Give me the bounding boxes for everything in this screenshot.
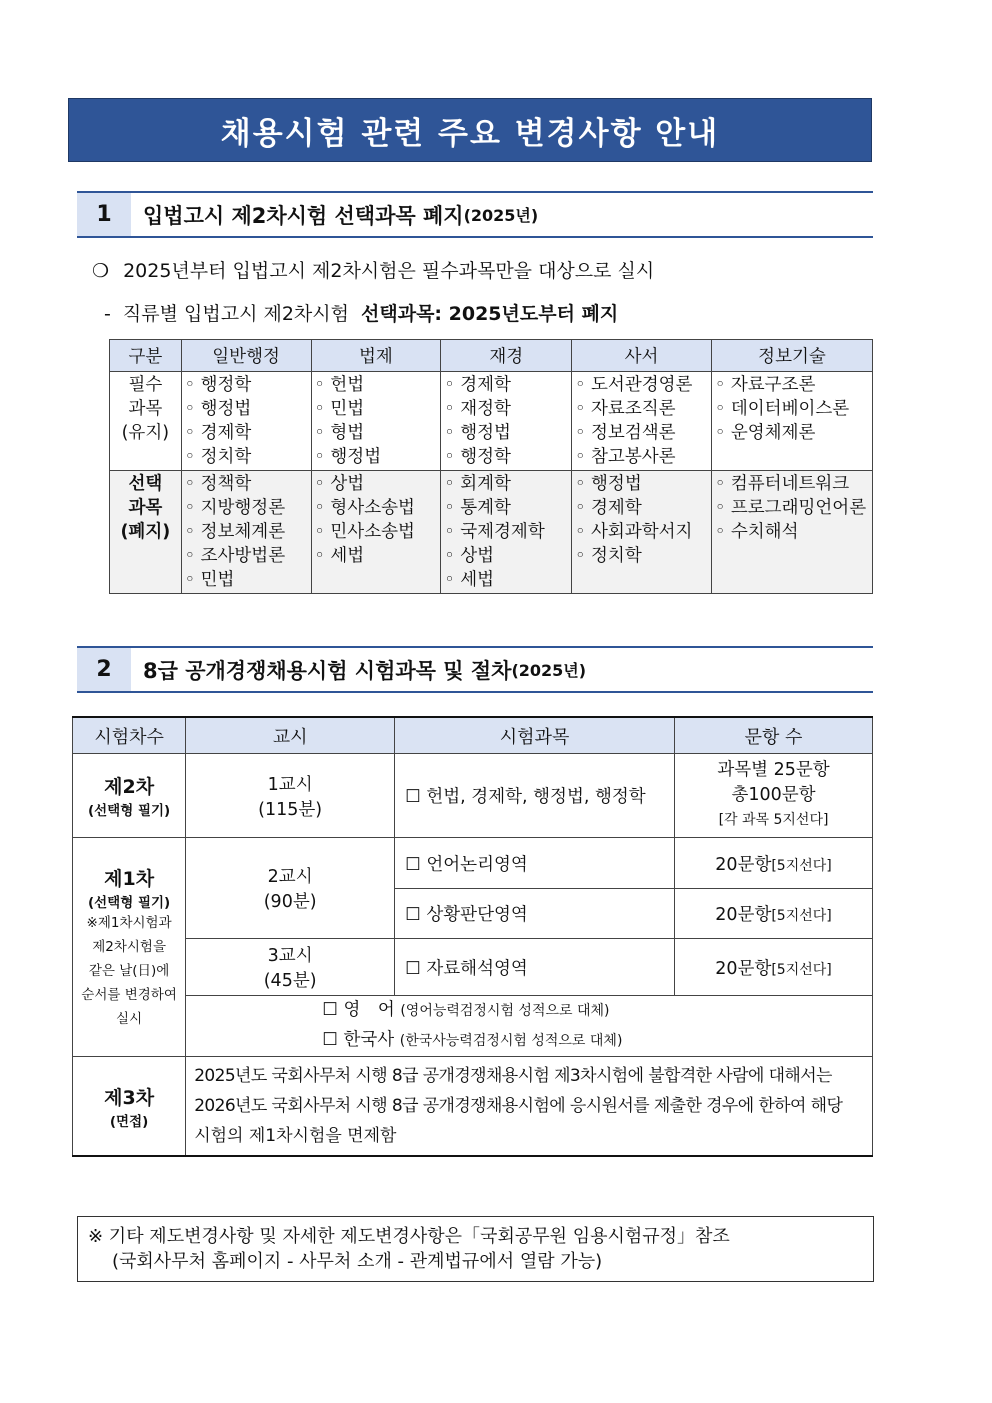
period-line: 3교시 [267,946,313,966]
header-round: 시험차수 [73,717,186,754]
sub-line-text: 직류별 입법고시 제2차시험 [122,303,349,325]
list-item: ◦ 경제학 [575,498,642,518]
list-item: ◦ 정치학 [575,546,642,566]
list-item: ◦ 경제학 [444,375,511,395]
text-line: 2025년도 국회사무처 시행 8급 공개경쟁채용시험 제3차시험에 불합격한 사람에 대해서는 [194,1066,832,1086]
list-item: ◦ 헌법 [314,375,365,395]
note-line: 제2차시험을 [92,938,166,955]
required-librarian [572,372,712,471]
list-item: ◦ 자료구조론 [714,375,816,395]
subject-logic: ☐ 언어논리영역 [395,838,675,889]
section-1-sub-line [104,299,618,326]
history-note: (한국사능력검정시험 성적으로 대체) [399,1033,623,1049]
period-line: 2교시 [267,867,313,887]
list-item: ◦ 수치해석 [714,522,799,542]
section-1-bullet [92,256,654,283]
table-header-row [110,340,873,372]
page-title: 채용시험 관련 주요 변경사항 안내 [220,115,720,152]
list-item: ◦ 회계학 [444,474,511,494]
footer-line-2: (국회사무처 홈페이지 - 사무처 소개 - 관계법규에서 열람 가능) [112,1251,603,1272]
list-item: ◦ 세법 [314,546,365,566]
required-it [711,372,872,471]
count-line: 총100문항 [731,785,816,805]
list-item: ◦ 도서관경영론 [575,375,693,395]
footer-note [77,1216,874,1282]
page-title-banner [68,98,872,162]
round-1-row-data [73,939,873,996]
required-row [110,372,873,471]
label-line: (폐지) [120,522,171,542]
list-item: ◦ 통계학 [444,498,511,518]
header-finance: 재경 [441,340,572,372]
count-main: 20문항 [715,854,772,875]
subject-situation: ☐ 상황판단영역 [395,889,675,939]
round-1-row-substitutes [73,996,873,1057]
list-item: ◦ 민법 [314,399,365,419]
section-2-year: (2025년) [511,661,587,680]
list-item: ◦ 행정학 [184,375,252,395]
section-1-title-text: 입법고시 제2차시험 선택과목 폐지 [143,203,464,228]
dash-marker: - [104,303,111,325]
round-label: 제3차 [104,1086,155,1109]
section-1-number: 1 [77,193,131,236]
header-it: 정보기술 [711,340,872,372]
count-main: 20문항 [715,905,772,925]
list-item: ◦ 민법 [184,570,235,590]
list-item: ◦ 형법 [314,423,365,443]
section-2-header [77,646,873,693]
header-legislation: 법제 [311,340,441,372]
list-item: ◦ 행정법 [444,423,511,443]
round-2-label [73,754,186,838]
round-1-period-3 [186,939,395,996]
list-item: ◦ 정책학 [184,474,252,494]
required-label [110,372,182,471]
note-line: 실시 [116,1010,143,1027]
section-2-title-text: 8급 공개경쟁채용시험 시험과목 및 절차 [143,658,512,683]
list-item: ◦ 행정학 [444,447,511,467]
round-2-count [675,754,873,838]
english-line [322,996,872,1026]
header-period: 교시 [186,717,395,754]
section-1-header [77,191,873,238]
english-label: ☐ 영 어 [322,1000,395,1020]
period-line: (45분) [263,971,317,991]
table-header-row [73,717,873,754]
round-label: 제1차 [104,867,155,890]
list-item: ◦ 조사방법론 [184,546,286,566]
elective-label [110,471,182,594]
round-sub: (선택형 필기) [87,894,171,911]
count-note: [각 과목 5지선다] [718,812,829,828]
round-1-period-2 [186,838,395,939]
list-item: ◦ 상법 [314,474,365,494]
elective-librarian [572,471,712,594]
period-line: 1교시 [267,774,313,795]
elective-subjects-table [109,339,873,594]
round-2-subjects: ☐ 헌법, 경제학, 행정법, 행정학 [395,754,675,838]
header-general-admin: 일반행정 [181,340,311,372]
count-note: [5지선다] [771,908,832,924]
list-item: ◦ 자료조직론 [575,399,676,419]
count-logic [675,838,873,889]
note-line: 같은 날(日)에 [88,962,170,979]
list-item: ◦ 행정법 [575,474,642,494]
list-item: ◦ 정보검색론 [575,423,676,443]
count-note: [5지선다] [771,961,832,978]
list-item: ◦ 상법 [444,546,495,566]
section-1-title [131,193,538,236]
round-sub: (선택형 필기) [87,803,171,819]
label-line: 과목 [128,399,163,419]
count-line: 과목별 25문항 [717,760,830,780]
list-item: ◦ 형사소송법 [314,498,415,518]
round-2-period [186,754,395,838]
required-finance [441,372,572,471]
subject-data: ☐ 자료해석영역 [395,939,675,996]
list-item: ◦ 행정법 [314,447,382,467]
list-item: ◦ 참고봉사론 [575,447,676,467]
text-line: 2026년도 국회사무처 시행 8급 공개경쟁채용시험에 응시원서를 제출한 경우에 한하여 해당 [194,1096,843,1116]
list-item: ◦ 세법 [444,570,495,590]
round-sub: (면접) [109,1113,149,1130]
round-1-label [73,838,186,1057]
header-count: 문항 수 [675,717,873,754]
elective-legislation [311,471,441,594]
elective-general-admin [181,471,311,594]
round-1-note [73,911,185,1031]
count-note: [5지선다] [771,857,832,874]
footer-line-1: ※ 기타 제도변경사항 및 자세한 제도변경사항은「국회공무원 임용시험규정」참조 [88,1226,730,1247]
list-item: ◦ 사회과학서지 [575,522,693,542]
history-label: ☐ 한국사 [322,1030,395,1050]
elective-it [711,471,872,594]
text-line: 시험의 제1차시험을 면제함 [194,1126,397,1146]
list-item: ◦ 정보체계론 [184,522,286,542]
english-note: (영어능력검정시험 성적으로 대체) [400,1003,610,1019]
period-line: (115분) [258,799,323,820]
header-librarian: 사서 [572,340,712,372]
section-2-title [131,648,586,691]
substitute-subjects [186,996,873,1057]
exam-procedure-table [72,716,873,1157]
list-item: ◦ 정치학 [184,447,252,467]
label-line: 필수 [128,375,163,395]
required-legislation [311,372,441,471]
round-3-row [73,1057,873,1157]
note-line: ※제1차시험과 [86,914,172,931]
list-item: ◦ 운영체제론 [714,423,816,443]
period-line: (90분) [263,892,317,912]
round-1-row-logic [73,838,873,889]
round-3-text [186,1057,873,1157]
count-situation [675,889,873,939]
list-item: ◦ 경제학 [184,423,252,443]
list-item: ◦ 행정법 [184,399,252,419]
list-item: ◦ 재정학 [444,399,511,419]
bullet-marker: ❍ [92,260,110,282]
round-2-row [73,754,873,838]
round-3-label [73,1057,186,1157]
list-item: ◦ 국제경제학 [444,522,545,542]
history-line [322,1026,872,1056]
header-subject: 시험과목 [395,717,675,754]
list-item: ◦ 데이터베이스론 [714,399,850,419]
bullet-text: 2025년부터 입법고시 제2차시험은 필수과목만을 대상으로 실시 [123,260,655,282]
elective-finance [441,471,572,594]
elective-row [110,471,873,594]
count-main: 20문항 [715,958,772,979]
list-item: ◦ 민사소송법 [314,522,415,542]
label-line: 과목 [128,498,163,518]
note-line: 순서를 변경하여 [81,986,177,1003]
label-line: 선택 [128,474,163,494]
count-data [675,939,873,996]
sub-line-bold: 선택과목: 2025년도부터 폐지 [361,303,619,325]
list-item: ◦ 지방행정론 [184,498,286,518]
round-label: 제2차 [104,776,155,798]
required-general-admin [181,372,311,471]
label-line: (유지) [121,423,170,443]
header-category: 구분 [110,340,182,372]
list-item: ◦ 컴퓨터네트워크 [714,474,850,494]
section-1-year: (2025년) [463,206,539,225]
list-item: ◦ 프로그래밍언어론 [714,498,867,518]
section-2-number: 2 [77,648,131,691]
